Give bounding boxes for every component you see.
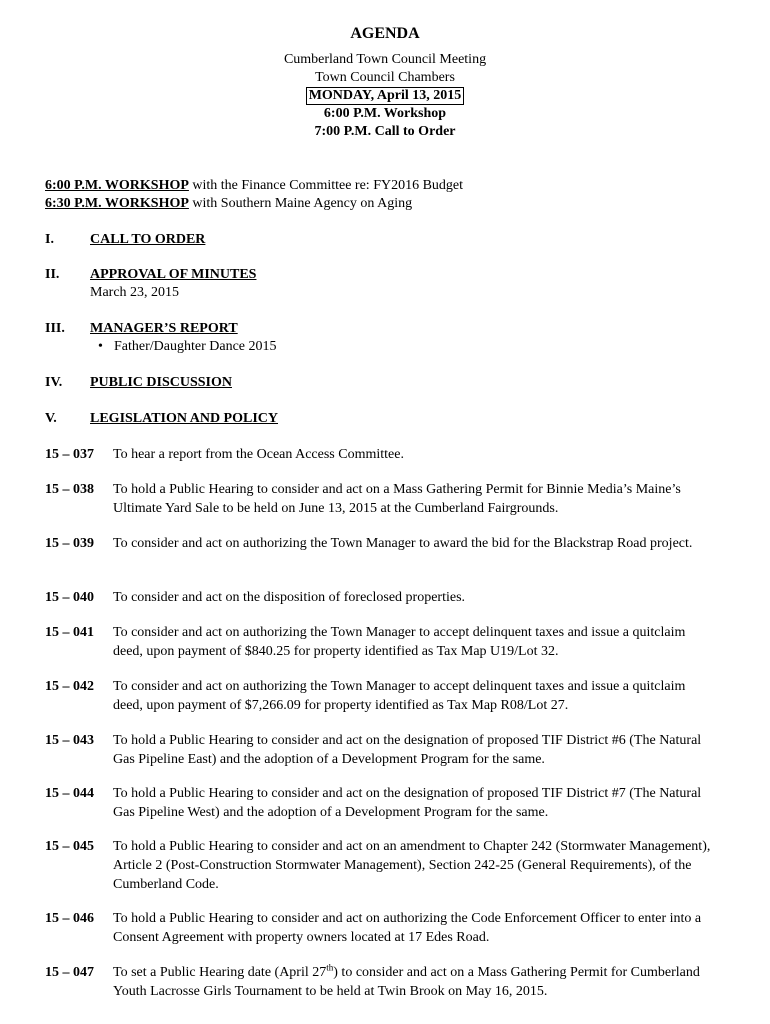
item-text: To hold a Public Hearing to consider and act on the designation of proposed TIF District #7 (The Natural Gas Pipeline West) and the adoption of a Development Program for the same. xyxy=(113,786,702,820)
item-text-part: To set a Public Hearing date (April 27 xyxy=(113,965,327,980)
workshop-label: 6:00 P.M. WORKSHOP xyxy=(45,178,189,193)
section-number: III. xyxy=(45,321,65,336)
workshop-text: with the Finance Committee re: FY2016 Budget xyxy=(188,178,464,193)
item-text-superscript: th xyxy=(326,962,334,973)
item-text xyxy=(113,963,713,1001)
section-number: IV. xyxy=(45,375,63,390)
item-text: To hear a report from the Ocean Access Committee. xyxy=(113,447,404,462)
meeting-date-row xyxy=(0,87,770,105)
section-number: V. xyxy=(45,411,57,426)
workshop-line-2 xyxy=(45,195,412,213)
call-to-order-time: 7:00 P.M. Call to Order xyxy=(314,124,456,139)
item-text: To hold a Public Hearing to consider and act on a Mass Gathering Permit for Binnie Media’s Maine’s Ultimate Yard Sale to be held on June 13, 2015 at the Cumberland Fairgrounds. xyxy=(113,482,681,516)
section-number: II. xyxy=(45,267,60,282)
item-text: To hold a Public Hearing to consider and act on the designation of proposed TIF District #6 (The Natural Gas Pipeline East) and the adoption of a Development Program for the same. xyxy=(113,733,702,767)
section-number: I. xyxy=(45,232,54,247)
item-text: To consider and act on authorizing the Town Manager to accept delinquent taxes and issue a quitclaim deed, upon payment of $840.25 for property identified as Tax Map U19/Lot 32. xyxy=(113,625,686,659)
meeting-date: MONDAY, April 13, 2015 xyxy=(306,87,465,105)
workshop-time: 6:00 P.M. Workshop xyxy=(323,106,447,121)
item-number: 15 – 039 xyxy=(45,536,94,551)
agenda-title: AGENDA xyxy=(350,25,420,42)
item-number: 15 – 042 xyxy=(45,679,94,694)
item-number: 15 – 040 xyxy=(45,590,94,605)
item-number: 15 – 043 xyxy=(45,733,94,748)
item-text: To hold a Public Hearing to consider and act on authorizing the Code Enforcement Officer to enter into a Consent Agreement with property owners located at 17 Edes Road. xyxy=(113,911,702,945)
item-text: To consider and act on authorizing the Town Manager to accept delinquent taxes and issue a quitclaim deed, upon payment of $7,266.09 for property identified as Tax Map R08/Lot 27. xyxy=(113,679,686,713)
item-text: To consider and act on authorizing the Town Manager to award the bid for the Blackstrap Road project. xyxy=(113,536,693,551)
section-title: APPROVAL OF MINUTES xyxy=(90,267,257,282)
item-number: 15 – 046 xyxy=(45,911,94,926)
workshop-text: with Southern Maine Agency on Aging xyxy=(188,196,413,211)
report-bullet xyxy=(98,338,277,356)
bullet-text: Father/Daughter Dance 2015 xyxy=(114,339,277,354)
minutes-date: March 23, 2015 xyxy=(90,285,180,300)
section-title: PUBLIC DISCUSSION xyxy=(90,375,232,390)
section-title: LEGISLATION AND POLICY xyxy=(90,411,279,426)
item-text-part: ) to consider and act on a Mass Gathering Permit for Cumberland Youth Lacrosse Girls Tournament to be held at Twin Brook on May 16, 2015. xyxy=(113,965,700,999)
item-number: 15 – 045 xyxy=(45,839,94,854)
workshop-line-1 xyxy=(45,177,463,195)
item-text: To hold a Public Hearing to consider and act on an amendment to Chapter 242 (Stormwater Management), Article 2 (Post-Construction Stormwater Management), Section 242-25 (General Requirements), of the Cumberland Code. xyxy=(113,839,711,892)
section-title: CALL TO ORDER xyxy=(90,232,206,247)
bullet-icon: • xyxy=(98,339,103,354)
item-number: 15 – 044 xyxy=(45,786,94,801)
section-title: MANAGER’S REPORT xyxy=(90,321,238,336)
meeting-name: Cumberland Town Council Meeting xyxy=(283,52,487,67)
item-number: 15 – 047 xyxy=(45,965,94,980)
workshop-label: 6:30 P.M. WORKSHOP xyxy=(45,196,189,211)
meeting-location: Town Council Chambers xyxy=(315,70,455,85)
item-number: 15 – 041 xyxy=(45,625,94,640)
item-text: To consider and act on the disposition of foreclosed properties. xyxy=(113,590,466,605)
item-number: 15 – 037 xyxy=(45,447,94,462)
item-number: 15 – 038 xyxy=(45,482,94,497)
